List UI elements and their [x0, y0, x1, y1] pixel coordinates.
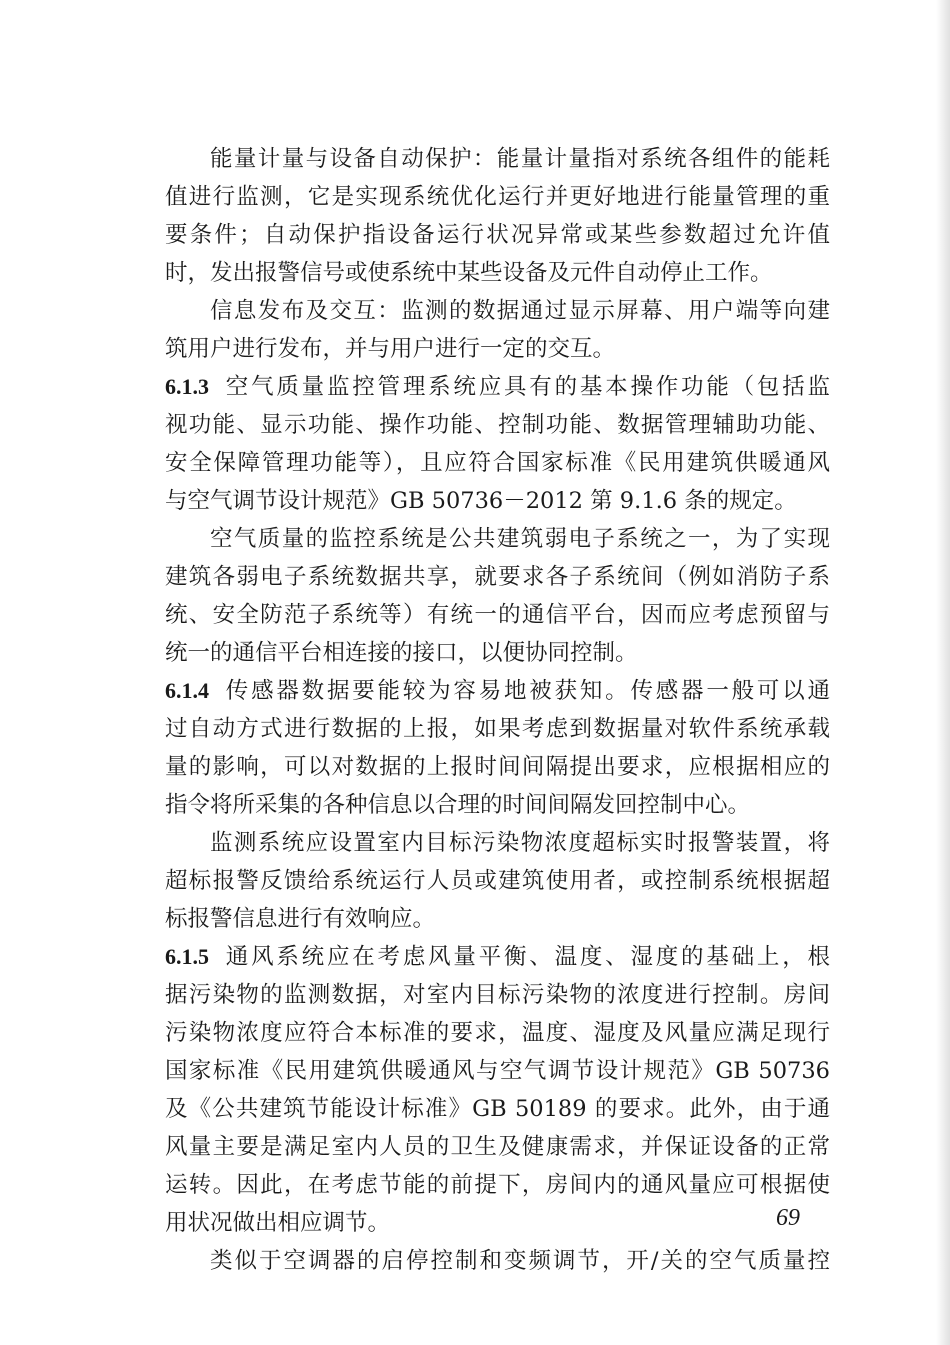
body-text [165, 140, 830, 1280]
text-line [165, 786, 830, 824]
text-line [165, 520, 830, 558]
clause-paragraph [165, 938, 830, 1242]
text-line [165, 824, 830, 862]
line-text: 据污染物的监测数据，对室内目标污染物的浓度进行控制。房间 [165, 982, 830, 1008]
text-line [165, 330, 830, 368]
text-line [165, 292, 830, 330]
text-line [165, 216, 830, 254]
line-text: 指令将所采集的各种信息以合理的时间间隔发回控制中心。 [165, 792, 751, 818]
paragraph [165, 140, 830, 292]
line-text: 值进行监测，它是实现系统优化运行并更好地进行能量管理的重 [165, 184, 830, 210]
line-text: 筑用户进行发布，并与用户进行一定的交互。 [165, 336, 616, 362]
line-text: 要条件；自动保护指设备运行状况异常或某些参数超过允许值 [165, 222, 830, 248]
clause-paragraph [165, 672, 830, 824]
text-line [165, 444, 830, 482]
line-text: 标报警信息进行有效响应。 [165, 906, 436, 932]
line-text: 空气质量监控管理系统应具有的基本操作功能（包括监 [223, 374, 830, 400]
text-line [165, 900, 830, 938]
text-line [165, 368, 830, 406]
clause-paragraph [165, 368, 830, 520]
text-line [165, 254, 830, 292]
line-text: 运转。因此，在考虑节能的前提下，房间内的通风量应可根据使 [165, 1172, 830, 1198]
line-text: 过自动方式进行数据的上报，如果考虑到数据量对软件系统承载 [165, 716, 830, 742]
line-text: 信息发布及交互：监测的数据通过显示屏幕、用户端等向建 [210, 298, 830, 324]
text-line [165, 406, 830, 444]
line-text: 通风系统应在考虑风量平衡、温度、湿度的基础上，根 [223, 944, 830, 970]
clause-number: 6.1.5 [165, 944, 209, 969]
line-text: 建筑各弱电子系统数据共享，就要求各子系统间（例如消防子系 [165, 564, 830, 590]
line-text: 类似于空调器的启停控制和变频调节，开/关的空气质量控 [210, 1248, 830, 1274]
paragraph [165, 1242, 830, 1280]
clause-number: 6.1.3 [165, 374, 209, 399]
line-text: 用状况做出相应调节。 [165, 1210, 391, 1236]
text-line [165, 1166, 830, 1204]
text-line [165, 1128, 830, 1166]
text-line [165, 140, 830, 178]
line-text: 及《公共建筑节能设计标准》GB 50189 的要求。此外，由于通 [165, 1096, 830, 1122]
text-line [165, 178, 830, 216]
line-text: 国家标准《民用建筑供暖通风与空气调节设计规范》GB 50736 [165, 1058, 830, 1084]
page-number: 69 [776, 1205, 800, 1231]
text-line [165, 1242, 830, 1280]
text-line [165, 1204, 830, 1242]
line-text: 视功能、显示功能、操作功能、控制功能、数据管理辅助功能、 [165, 412, 830, 438]
text-line [165, 976, 830, 1014]
line-text: 能量计量与设备自动保护：能量计量指对系统各组件的能耗 [210, 146, 830, 172]
line-text: 污染物浓度应符合本标准的要求，温度、湿度及风量应满足现行 [165, 1020, 830, 1046]
paragraph [165, 520, 830, 672]
text-line [165, 710, 830, 748]
line-text: 与空气调节设计规范》GB 50736－2012 第 9.1.6 条的规定。 [165, 488, 797, 514]
text-line [165, 596, 830, 634]
line-text: 超标报警反馈给系统运行人员或建筑使用者，或控制系统根据超 [165, 868, 830, 894]
line-text: 时，发出报警信号或使系统中某些设备及元件自动停止工作。 [165, 260, 773, 286]
line-text: 量的影响，可以对数据的上报时间间隔提出要求，应根据相应的 [165, 754, 830, 780]
text-line [165, 938, 830, 976]
text-line [165, 862, 830, 900]
text-line [165, 1052, 830, 1090]
text-line [165, 558, 830, 596]
paragraph [165, 824, 830, 938]
page-edge-shadow [936, 0, 950, 1345]
line-text: 安全保障管理功能等），且应符合国家标准《民用建筑供暖通风 [165, 450, 830, 476]
line-text: 传感器数据要能较为容易地被获知。传感器一般可以通 [223, 678, 830, 704]
text-line [165, 748, 830, 786]
text-line [165, 634, 830, 672]
text-line [165, 482, 830, 520]
line-text: 空气质量的监控系统是公共建筑弱电子系统之一，为了实现 [210, 526, 830, 552]
line-text: 统、安全防范子系统等）有统一的通信平台，因而应考虑预留与 [165, 602, 830, 628]
text-line [165, 672, 830, 710]
text-line [165, 1090, 830, 1128]
line-text: 监测系统应设置室内目标污染物浓度超标实时报警装置，将 [210, 830, 830, 856]
paragraph [165, 292, 830, 368]
text-line [165, 1014, 830, 1052]
line-text: 统一的通信平台相连接的接口，以便协同控制。 [165, 640, 638, 666]
line-text: 风量主要是满足室内人员的卫生及健康需求，并保证设备的正常 [165, 1134, 830, 1160]
clause-number: 6.1.4 [165, 678, 209, 703]
